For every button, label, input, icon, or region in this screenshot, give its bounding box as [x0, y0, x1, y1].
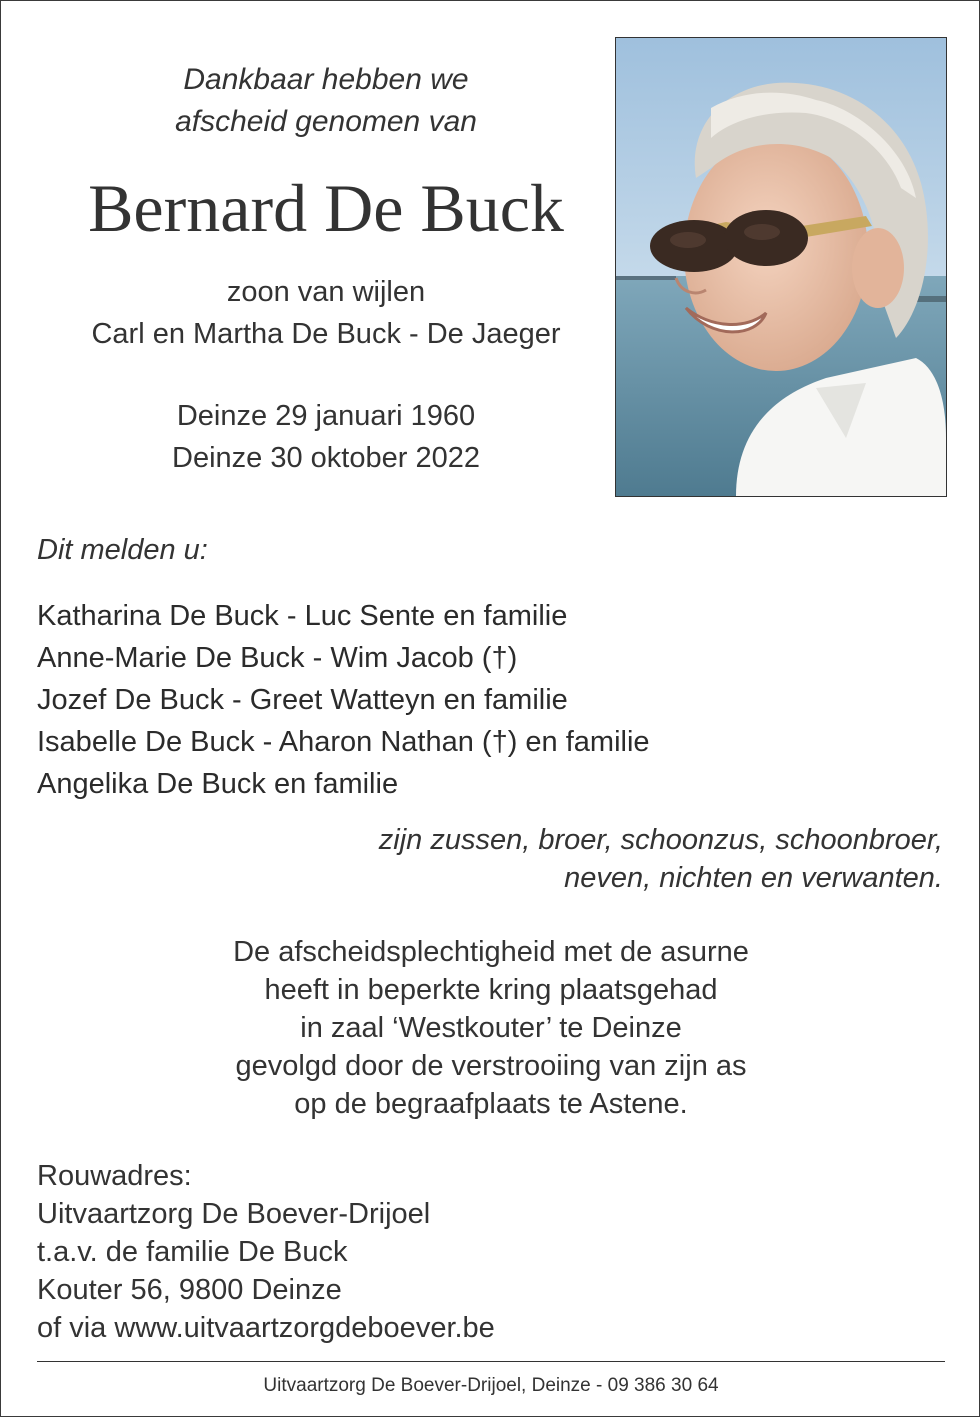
family-member: Katharina De Buck - Luc Sente en familie — [37, 600, 568, 632]
portrait-illustration — [616, 38, 946, 496]
intro-line: Dankbaar hebben we — [183, 63, 469, 96]
footer-text: Uitvaartzorg De Boever-Drijoel, Deinze - 09 386 30 64 — [263, 1375, 719, 1396]
parents-line: zoon van wijlen — [226, 276, 426, 308]
death-date: Deinze 30 oktober 2022 — [172, 442, 480, 474]
ceremony-line: in zaal ‘Westkouter’ te Deinze — [300, 1012, 682, 1044]
family-list — [37, 595, 650, 805]
ceremony-line: De afscheidsplechtigheid met de asurne — [233, 936, 749, 968]
deceased-name: Bernard De Buck — [88, 170, 564, 246]
ceremony-line: op de begraafplaats te Astene. — [294, 1088, 688, 1120]
mourning-address — [37, 1157, 495, 1347]
ceremony-text — [91, 933, 891, 1123]
address-line: t.a.v. de familie De Buck — [37, 1236, 348, 1268]
dates-block — [31, 395, 621, 479]
intro-text — [41, 59, 611, 143]
address-website: of via www.uitvaartzorgdeboever.be — [37, 1312, 495, 1344]
ceremony-line: heeft in beperkte kring plaatsgehad — [264, 974, 718, 1006]
relations-text — [243, 821, 943, 897]
parents-block — [31, 271, 621, 355]
address-label: Rouwadres: — [37, 1160, 192, 1192]
family-member: Angelika De Buck en familie — [37, 768, 399, 800]
address-line: Uitvaartzorg De Boever-Drijoel — [37, 1198, 431, 1230]
birth-date: Deinze 29 januari 1960 — [176, 400, 476, 432]
address-line: Kouter 56, 9800 Deinze — [37, 1274, 342, 1306]
ceremony-line: gevolgd door de verstrooiing van zijn as — [235, 1050, 747, 1082]
family-member: Jozef De Buck - Greet Watteyn en familie — [37, 684, 568, 716]
parents-line: Carl en Martha De Buck - De Jaeger — [91, 318, 561, 350]
footer-divider — [37, 1361, 945, 1362]
intro-line: afscheid genomen van — [175, 105, 477, 138]
portrait-photo — [615, 37, 947, 497]
family-member: Anne-Marie De Buck - Wim Jacob (†) — [37, 642, 518, 674]
relations-line: neven, nichten en verwanten. — [564, 862, 943, 894]
announcement-label: Dit melden u: — [37, 534, 208, 566]
relations-line: zijn zussen, broer, schoonzus, schoonbroer, — [378, 824, 943, 856]
family-member: Isabelle De Buck - Aharon Nathan (†) en familie — [37, 726, 650, 758]
